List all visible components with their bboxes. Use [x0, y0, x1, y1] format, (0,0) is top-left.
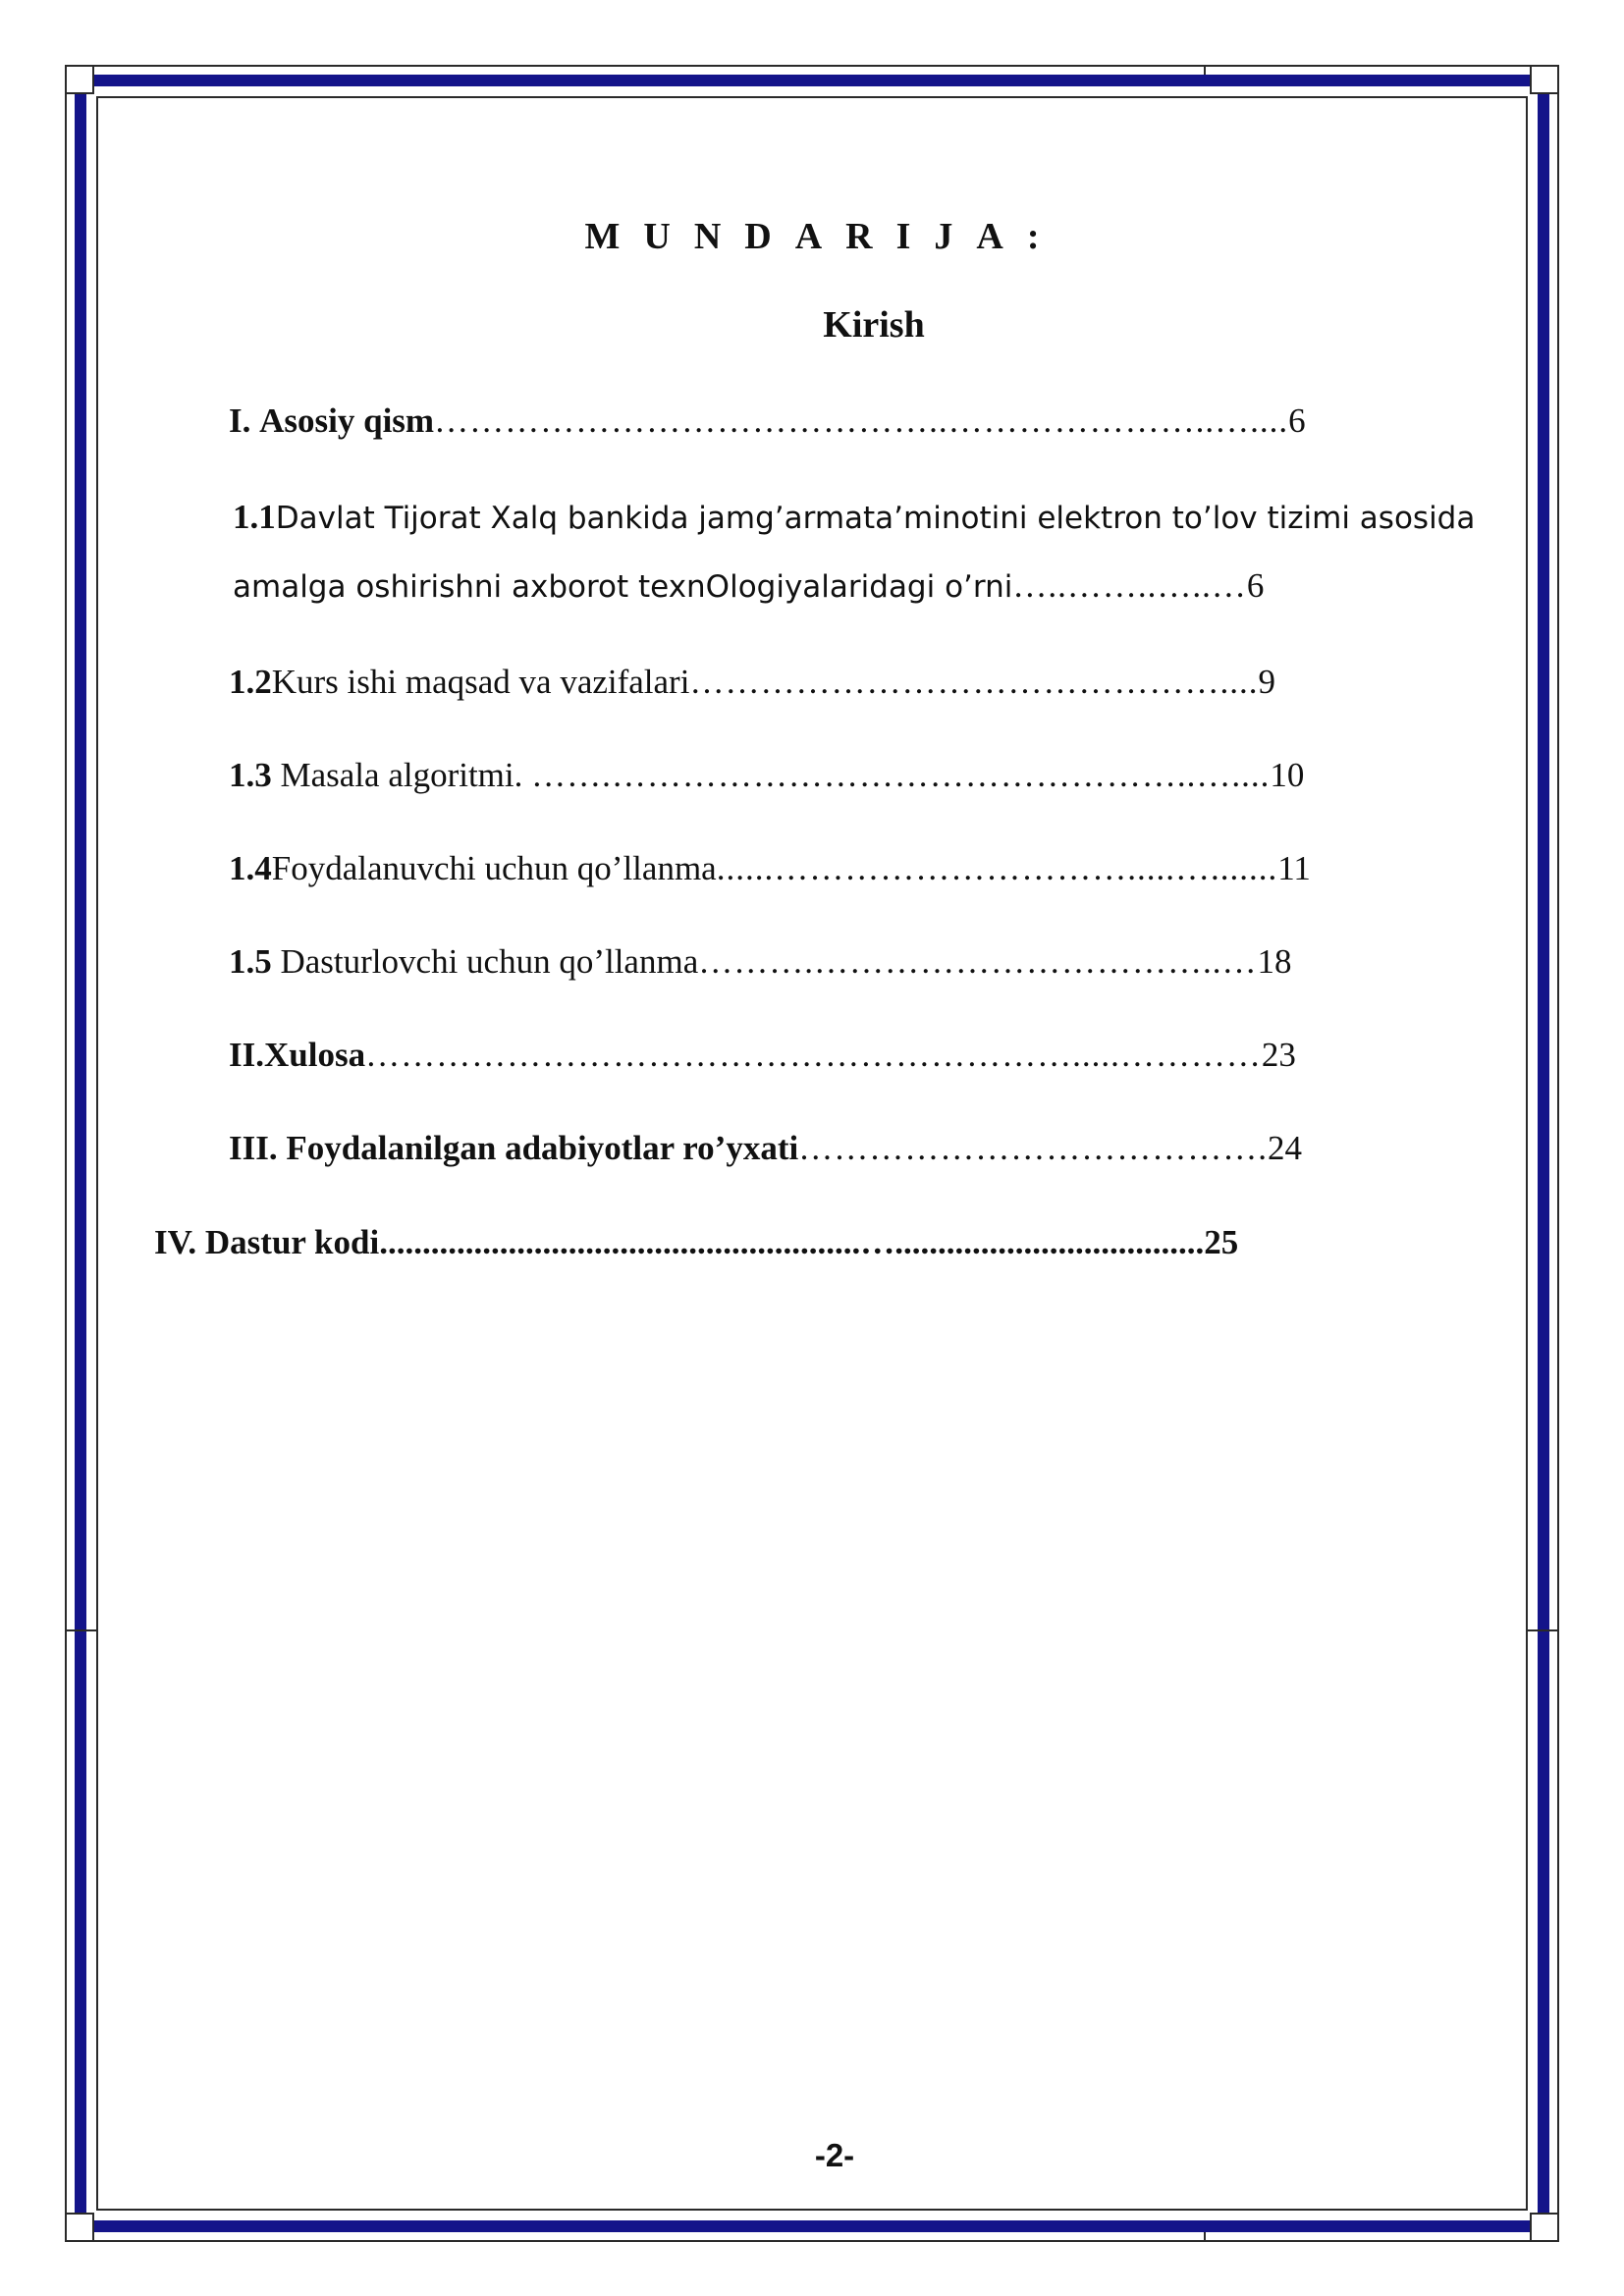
border-corner-bottom-right — [1530, 2213, 1559, 2242]
toc-entry-page: 10 — [1270, 756, 1305, 794]
toc-entry-label: Dasturlovchi uchun qo’llanma — [271, 942, 699, 981]
toc-entry-page: 18 — [1257, 942, 1292, 981]
toc-entry-1-2 — [229, 661, 1275, 704]
page-number: -2- — [814, 2137, 855, 2173]
toc-entry-number: II. — [229, 1036, 264, 1074]
toc-entry-page: 6 — [1246, 566, 1265, 605]
toc-entry-label: Asosiy qism — [259, 401, 435, 440]
toc-entry-label: Foydalanilgan adabiyotlar ro’yxati — [277, 1129, 799, 1167]
border-tick-right — [1528, 1629, 1559, 1631]
toc-heading: MUNDARIJA: — [584, 216, 1063, 257]
toc-entry-label: Dastur kodi — [196, 1223, 380, 1261]
toc-entry-dots: …….…………………………………………..….... — [531, 756, 1271, 794]
toc-entry-number: 1.3 — [229, 756, 272, 794]
toc-entry-number: IV. — [154, 1223, 197, 1261]
toc-entry-1-3 — [229, 754, 1304, 797]
toc-entry-dastur-kodi — [154, 1221, 1238, 1264]
toc-entry-dots: …………………………………………………….....………… — [365, 1036, 1262, 1074]
toc-entry-dots: ……………………………………..…………………..….... — [434, 401, 1289, 440]
toc-entry-number: 1.1 — [233, 498, 276, 536]
toc-entry-label: Foydalanuvchi uchun qo’llanma — [271, 849, 717, 887]
toc-entry-number: III. — [229, 1129, 278, 1167]
toc-entry-label: amalga oshirishni axborot texnOlogiyalaridagi o’rni — [233, 569, 1013, 605]
toc-entry-1-1 — [233, 496, 1475, 540]
toc-entry-dots: ......………………………….....…....... — [716, 849, 1278, 887]
border-tick-left — [65, 1629, 96, 1631]
toc-entry-1-4 — [229, 847, 1311, 890]
border-tick-top — [1204, 65, 1206, 75]
toc-entry-dots: ……….……………………………..… — [698, 942, 1258, 981]
toc-entry-page: 25 — [1204, 1223, 1239, 1261]
toc-entry-dots: ........................................................….................................... — [379, 1223, 1205, 1261]
border-corner-bottom-left — [65, 2213, 94, 2242]
toc-entry-page: 23 — [1261, 1036, 1296, 1074]
toc-entry-adabiyotlar — [229, 1127, 1302, 1170]
toc-entry-dots: …………………………………. — [798, 1129, 1268, 1167]
toc-entry-label: Kurs ishi maqsad va vazifalari — [271, 663, 690, 701]
border-tick-bottom — [1204, 2232, 1206, 2242]
toc-entry-page: 9 — [1258, 663, 1275, 701]
border-corner-top-right — [1530, 65, 1559, 94]
toc-entry-number: I. — [229, 401, 251, 440]
toc-entry-1-5 — [229, 940, 1291, 984]
toc-entry-dots: …..……..…..… — [1012, 566, 1247, 605]
border-corner-top-left — [65, 65, 94, 94]
toc-entry-page: 6 — [1288, 401, 1306, 440]
toc-entry-page: 11 — [1277, 849, 1311, 887]
toc-entry-xulosa — [229, 1034, 1296, 1077]
toc-entry-1-1-continued — [233, 564, 1264, 609]
toc-entry-number: 1.4 — [229, 849, 272, 887]
toc-entry-number: 1.2 — [229, 663, 272, 701]
toc-entry-asosiy-qism — [229, 400, 1306, 443]
toc-entry-page: 24 — [1267, 1129, 1302, 1167]
toc-subheading: Kirish — [823, 304, 925, 346]
toc-entry-label: Davlat Tijorat Xalq bankida jamg’armata’minotini elektron to’lov tizimi asosida — [275, 501, 1476, 536]
toc-entry-number: 1.5 — [229, 942, 272, 981]
toc-entry-label: Xulosa — [264, 1036, 366, 1074]
toc-entry-label: Masala algoritmi. — [271, 756, 532, 794]
toc-entry-dots: ……………………………………….... — [689, 663, 1259, 701]
